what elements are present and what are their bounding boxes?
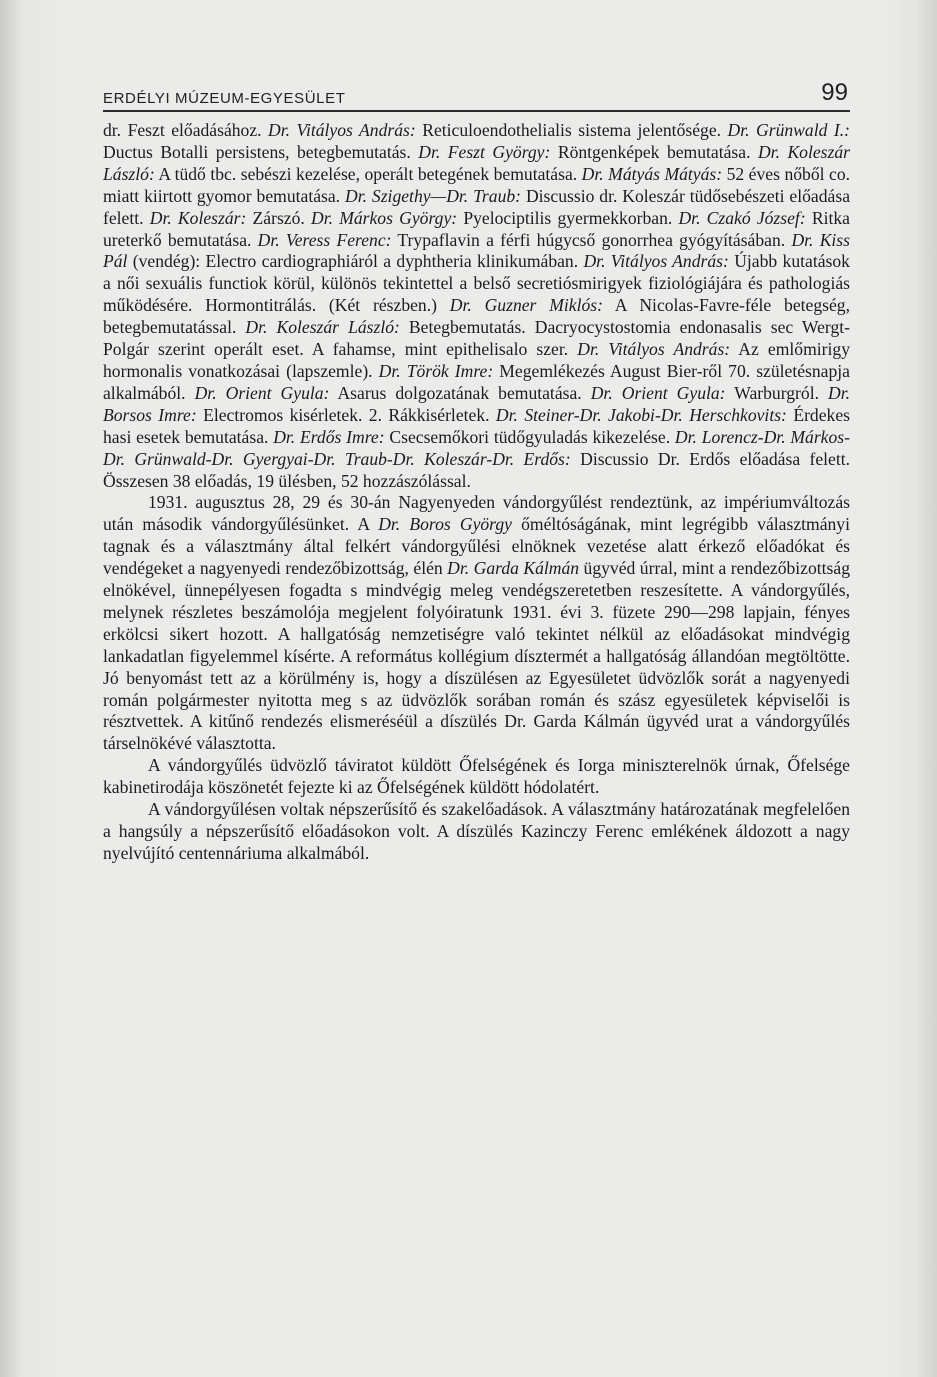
author-name: Dr. Vitályos András: [268,120,416,140]
text-run: Pyelociptilis gyermekkorban. [457,207,679,228]
running-head: ERDÉLYI MÚZEUM-EGYESÜLET [103,90,346,107]
author-name: Dr. Mátyás Mátyás: [581,163,723,184]
author-name: Dr. Boros György [378,514,512,535]
text-run: Discussio Dr. Erdős előadása felett. Összesen 38 előadás, 19 ülésben, 52 hozzászólással. [103,448,851,491]
text-run: A tüdő tbc. sebészi kezelése, operált betegének bemutatása. [154,163,582,184]
author-name: Dr. Szigethy—Dr. Traub: [345,185,522,206]
text-run: Zárszó. [246,207,312,228]
author-name: Dr. Erdős Imre: [273,426,385,447]
text-run: (vendég): Electro cardiographiáról a dyphtheria klinikumában. [127,251,584,272]
author-name: Dr. Koleszár László: [245,317,400,338]
author-name: Dr. Steiner-Dr. Jakobi-Dr. Herschkovits: [495,404,787,425]
page-number: 99 [821,79,848,106]
text-run: A vándorgyűlés üdvözlő táviratot küldött Őfelségének és Iorga miniszterelnök úrnak, Őfelsége kabinetirodája köszönetét fejezte ki az Őfelségének küldött hódolatért. [103,755,850,798]
author-name: Dr. Vitályos András: [583,251,729,272]
text-run: Betegbemutatás. Dacryocystostomia endonasalis sec Wergt-Polgár szerint operált eset. A fahamse, mint epithelisalo szer. [103,317,850,360]
author-name: Dr. Garda Kálmán [447,558,580,579]
text-run: Trypaflavin a férfi húgycső gonorrhea gyógyításában. [391,229,792,250]
author-name: Dr. Márkos György: [311,207,458,228]
text-run: Megemlékezés August Bier-ről 70. születésnapja alkalmából. [103,360,850,403]
paragraph [103,120,850,492]
paragraph [103,755,850,799]
text-run: Ductus Botalli persistens, betegbemutatás. [103,141,419,162]
text-run: Reticuloendothelialis sistema jelentősége. [415,120,728,140]
paragraph [103,799,850,865]
text-run: Röntgenképek bemutatása. [550,141,758,162]
text-run: Ritka ureterkő bemutatása. [103,207,850,250]
text-run: Warburgról. [725,382,828,403]
author-name: Dr. Orient Gyula: [590,382,726,403]
body-text [103,120,850,865]
text-run: ügyvéd úrral, mint a rendezőbizottság elnökével, ünnepélyesen fogadta s mindvégig meleg vendégszeretetben reszesítette. A vándorgyűlés, melynek részletes beszámolója megjelent folyóiratunk 1931. évi 3. füzete 290—298 lapjain, fényes erkölcsi sikert hozott. A hallgatóság nemzetiségre való tekintet nélkül az előadásokat mindvégig lankadatlan figyelemmel kísérte. A református kollégium dísztermét a hallgatóság állandóan megtöltötte. Jó benyomást tett az a körülmény is, hogy a díszülésen az Egyesületet üdvözlők sorát a nagyenyedi román polgármester nyitotta meg s az üdvözlők sorában román és szász egyesületek képviselői is résztvettek. A kitűnő rendezés elismeréséül a díszülés Dr. Garda Kálmán ügyvéd urat a vándorgyűlés társelnökévé választotta. [103,558,851,754]
author-name: Dr. Vitályos András: [577,339,731,360]
author-name: Dr. Koleszár: [149,207,247,228]
text-run: Érdekes hasi esetek bemutatása. [103,404,850,447]
author-name: Dr. Feszt György: [418,141,551,162]
author-name: Dr. Czakó József: [678,207,806,228]
text-run: A Nicolas-Favre-féle betegség, betegbemutatással. [103,295,850,338]
text-run: 52 éves nőből co. miatt kiirtott gyomor bemutatása. [103,163,851,206]
author-name: Dr. Grünwald I.: [727,120,850,140]
paragraph [103,492,850,755]
text-run: 1931. augusztus 28, 29 és 30-án Nagyenyeden vándorgyűlést rendeztünk, az impériumváltozás után második vándorgyűlésünket. A [103,492,850,535]
text-run: Electromos kisérletek. 2. Rákkisérletek. [196,404,496,425]
text-run: dr. Feszt előadásához. [103,120,269,140]
text-run: őméltóságának, mint legrégibb választmányi tagnak és a választmány által felkért vándorgyűlési elnöknek vezetése alatt érkező előadókat és vendégeket a nagyenyedi rendezőbizottság, élén [103,514,850,579]
author-name: Dr. Borsos Imre: [103,382,851,425]
author-name: Dr. Guzner Miklós: [449,295,603,316]
author-name: Dr. Török Imre: [378,360,494,381]
text-run: Csecsemőkori tüdőgyuladás kikezelése. [384,426,675,447]
author-name: Dr. Kiss Pál [103,229,851,272]
page-header [103,72,850,112]
author-name: Dr. Koleszár László: [103,141,851,184]
author-name: Dr. Veress Ferenc: [257,229,392,250]
text-run: Újabb kutatások a női sexuális functiok körül, különös tekintettel a belső secretiósmirigyek fiziológiájára és pathologiás működésére. Hormontitrálás. (Két részben.) [103,251,850,316]
text-run: Discussio dr. Koleszár tüdősebészeti előadása felett. [103,185,850,228]
text-run: A vándorgyűlésen voltak népszerűsítő és szakelőadások. A választmány határozatának megfelelően a hangsúly a népszerűsítő előadásokon volt. A díszülés Kazinczy Ferenc emlékének áldozott a nagy nyelvújító centennáriuma alkalmából. [103,799,850,863]
text-run: Az emlőmirigy hormonalis vonatkozásai (lapszemle). [103,339,851,381]
text-run: Asarus dolgozatának bemutatása. [329,382,591,403]
author-name: Dr. Orient Gyula: [194,382,330,403]
author-name: Dr. Lorencz-Dr. Márkos-Dr. Grünwald-Dr. Gyergyai-Dr. Traub-Dr. Koleszár-Dr. Erdős: [103,426,850,469]
